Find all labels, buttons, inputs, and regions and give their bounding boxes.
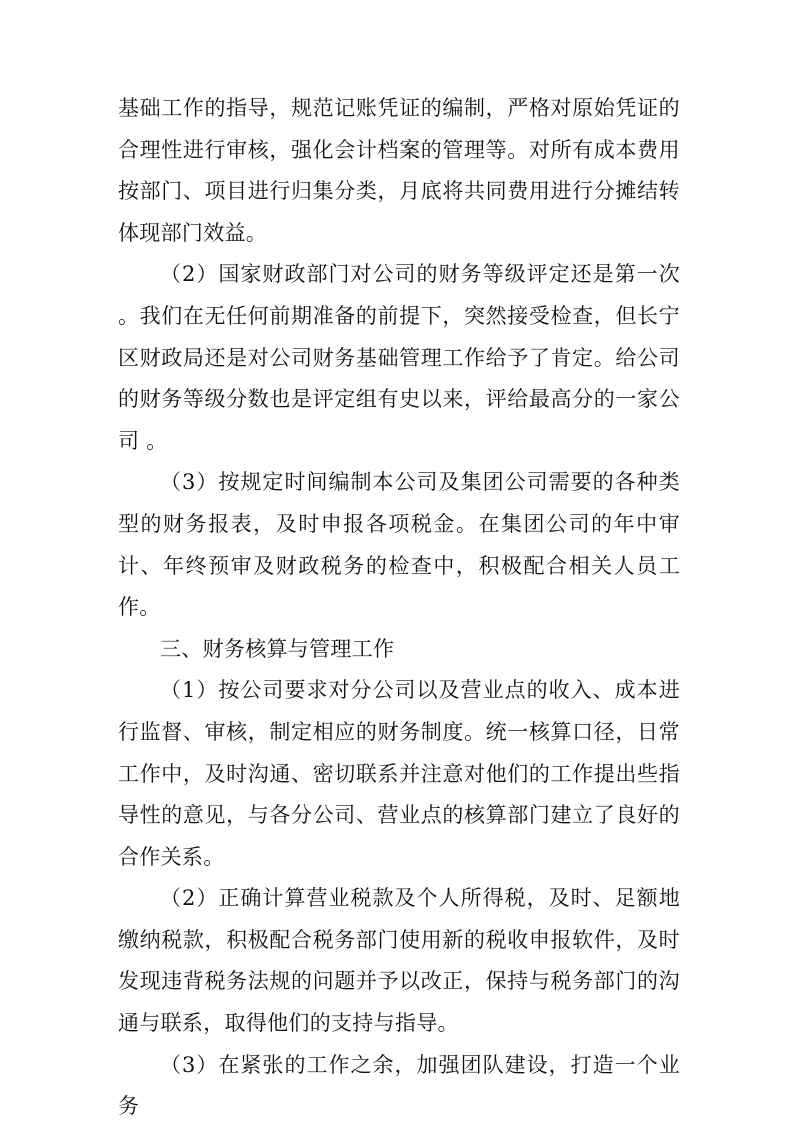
section-heading: 三、财务核算与管理工作 (160, 636, 395, 661)
paragraph-item-2-financial-rating: （2）国家财政部门对公司的财务等级评定还是第一次 。我们在无任何前期准备的前提下，突然接受检查，但长宁区财政局还是对公司财务基础管理工作给予了肯定。给公司的财务等级分数也是评定组有史以来，评给最高分的一家公司 。 (118, 262, 680, 453)
paragraph-continued: 基础工作的指导，规范记账凭证的编制，严格对原始凭证的合理性进行审核，强化会计档案的管理等。对所有成本费用按部门、项目进行归集分类，月底将共同费用进行分摊结转体现部门效益。 (118, 96, 680, 245)
paragraph-item-3-financial-reports: （3）按规定时间编制本公司及集团公司需要的各种类型的财务报表，及时申报各项税金。在集团公司的年中审计、年终预审及财政税务的检查中，积极配合相关人员工作。 (118, 470, 680, 620)
section-paragraph-item-2: （2）正确计算营业税款及个人所得税，及时、足额地缴纳税款，积极配合税务部门使用新的税收申报软件，及时发现违背税务法规的问题并予以改正，保持与税务部门的沟通与联系，取得他们的支持与指导。 (118, 886, 680, 1036)
document-body (118, 88, 680, 1128)
section-paragraph-item-1: （1）按公司要求对分公司以及营业点的收入、成本进行监督、审核，制定相应的财务制度。统一核算口径，日常工作中，及时沟通、密切联系并注意对他们的工作提出些指导性的意见，与各分公司、营业点的核算部门建立了良好的合作关系。 (118, 678, 680, 869)
section-paragraph-item-3: （3）在紧张的工作之余，加强团队建设，打造一个业务 (118, 1052, 680, 1119)
